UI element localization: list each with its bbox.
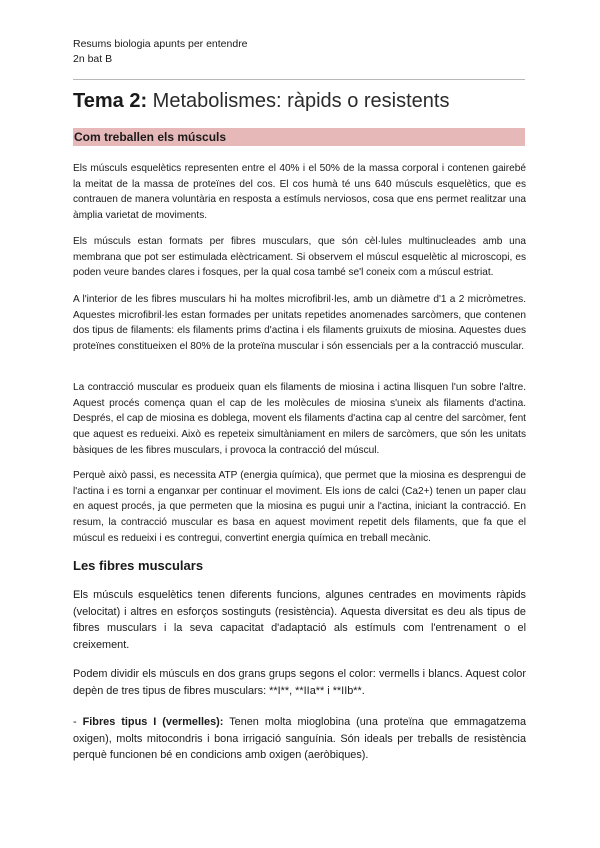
title-topic-name: Metabolismes: ràpids o resistents bbox=[152, 90, 450, 112]
section-heading-muscles: Com treballen els músculs bbox=[74, 130, 227, 144]
paragraph-muscle-mass: Els músculs esquelètics representen entre el 40% i el 50% de la massa corporal i contenen gairebé la meitat de la massa de proteïnes del cos. El cos humà té uns 640 músculs esquelètics, que es contrauen de manera voluntària en resposta a estímuls nerviosos, cosa que ens permet realitzar una àmplia varietat de moviments. bbox=[73, 163, 526, 222]
header-class: 2n bat B bbox=[73, 53, 113, 65]
paragraph-microfibrils: A l'interior de les fibres musculars hi ha moltes microfibril·les, amb un diàmetre d'1 a 2 micròmetres. Aquestes microfibril·les estan formades per unitats repetides anomenades sarcòmers, que contenen dos tipus de filaments: els filaments prims d'actina i els filaments gruixuts de miosina. Aquestes dues proteïnes constitueixen el 80% de la proteïna muscular i són essencials per a la contracció muscular. bbox=[73, 294, 526, 353]
page-title bbox=[73, 88, 449, 114]
page-header bbox=[73, 37, 248, 67]
paragraph-contraction: La contracció muscular es produeix quan els filaments de miosina i actina llisquen l'un sobre l'altre. Aquest procés comença quan el cap de les molècules de miosina s'uneix als filaments d'actina. Després, el cap de miosina es doblega, movent els filaments d'actina cap al centre del sarcòmer, fent que aquest es redueixi. Això es repeteix simultàniament en milers de sarcòmers, que són les unitats bàsiques de les fibres musculars, i provoca la contracció del múscul. bbox=[73, 382, 526, 456]
list-item-dash: - bbox=[73, 716, 83, 728]
paragraph-muscle-fibres: Els músculs estan formats per fibres musculars, que són cèl·lules multinucleades amb una membrana que pot ser estimulada elèctricament. Si observem el múscul esquelètic al microscopi, es poden veure bandes clares i fosques, per la qual cosa també se'l coneix com a múscul estriat. bbox=[73, 236, 526, 279]
paragraph-fibre-colors: Podem dividir els músculs en dos grans grups segons el color: vermells i blancs. Aquest color depèn de tres tipus de fibres musculars: **I**, **IIa** i **IIb**. bbox=[73, 668, 526, 697]
subheading-muscle-fibres: Les fibres musculars bbox=[73, 558, 204, 573]
section-heading-band bbox=[73, 128, 525, 146]
list-item-type-i-fibres bbox=[73, 714, 526, 764]
list-item-text: Tenen molta mioglobina (una proteïna que emmagatzema oxigen), molts mitocondris i bona irrigació sanguínia. Són ideals per treballs de resistència perquè funcionen bé en condicions amb oxigen (aeròbiques). bbox=[73, 716, 526, 762]
header-divider bbox=[73, 79, 525, 80]
list-item-label: Fibres tipus I (vermelles): bbox=[82, 716, 224, 728]
paragraph-fibre-functions: Els músculs esquelètics tenen diferents funcions, algunes centrades en moviments ràpids (velocitat) i altres en esforços sostinguts (resistència). Aquesta diversitat es deu als tipus de fibres musculars i la seva capacitat d'adaptació als estímuls com l'entrenament o el creixement. bbox=[73, 589, 526, 651]
header-subject: Resums biologia apunts per entendre bbox=[73, 38, 248, 50]
title-topic-number: Tema 2: bbox=[73, 90, 148, 112]
paragraph-atp-calcium: Perquè això passi, es necessita ATP (energia química), que permet que la miosina es desprengui de l'actina i es torni a enganxar per continuar el moviment. Els ions de calci (Ca2+) tenen un paper clau en aquest procés, ja que permeten que la miosina es pugui unir a l'actina, iniciant la contracció. En resum, la contracció muscular es basa en aquest moviment repetit dels filaments, que fa que el múscul es redueixi i es contregui, convertint energia química en treball mecànic. bbox=[73, 470, 526, 544]
